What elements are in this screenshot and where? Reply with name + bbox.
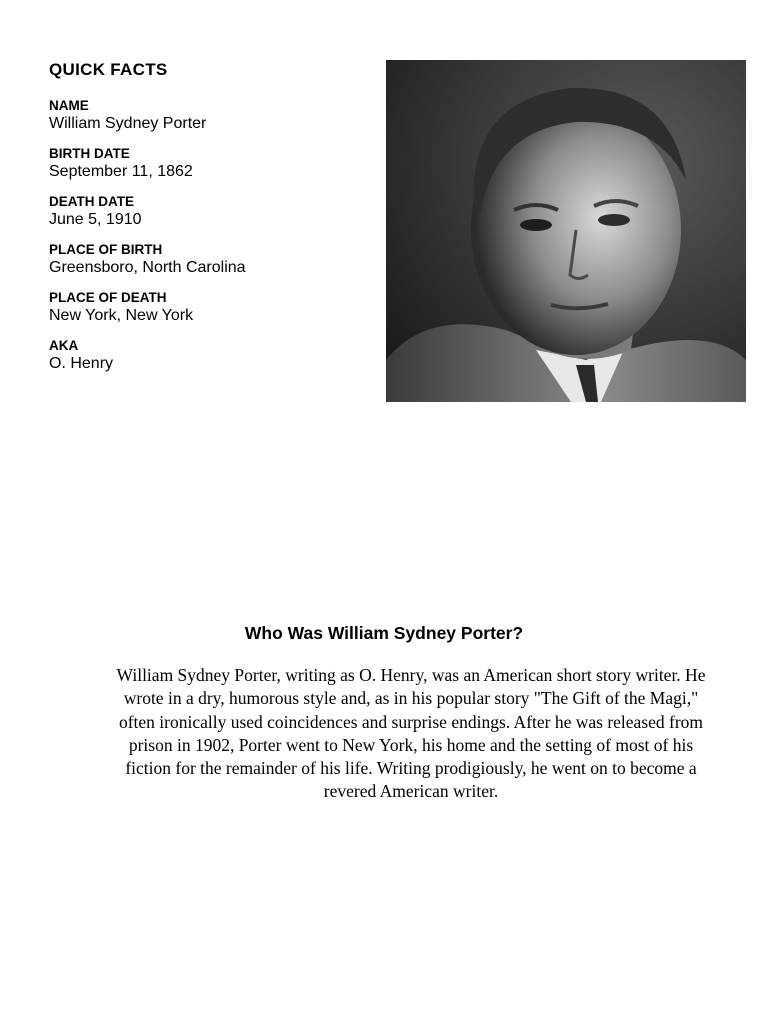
portrait-photo [386, 60, 746, 402]
fact-death-date [49, 194, 369, 230]
bio-heading: Who Was William Sydney Porter? [244, 623, 524, 643]
fact-label: NAME [49, 98, 89, 113]
fact-label: DEATH DATE [49, 194, 134, 209]
quick-facts-title: QUICK FACTS [49, 60, 168, 79]
fact-label: BIRTH DATE [49, 146, 130, 161]
fact-name [49, 98, 369, 134]
fact-birth-date [49, 146, 369, 182]
fact-place-of-death [49, 290, 369, 326]
fact-value: September 11, 1862 [49, 163, 193, 180]
bio-paragraph: William Sydney Porter, writing as O. Henry, was an American short story writer. He wrote in a dry, humorous style and, as in his popular story "The Gift of the Magi," often ironically used coincidences and surprise endings. After he was released from prison in 1902, Porter went to New York, his home and the setting of most of his fiction for the remainder of his life. Writing prodigiously, he went on to become a revered American writer. [116, 665, 706, 802]
fact-value: Greensboro, North Carolina [49, 259, 246, 276]
fact-label: AKA [49, 338, 79, 353]
fact-value: William Sydney Porter [49, 115, 207, 132]
fact-aka [49, 338, 369, 374]
fact-label: PLACE OF BIRTH [49, 242, 163, 257]
fact-value: June 5, 1910 [49, 211, 142, 228]
fact-place-of-birth [49, 242, 369, 278]
fact-value: O. Henry [49, 355, 114, 372]
quick-facts [49, 60, 369, 386]
fact-value: New York, New York [49, 307, 194, 324]
fact-label: PLACE OF DEATH [49, 290, 167, 305]
